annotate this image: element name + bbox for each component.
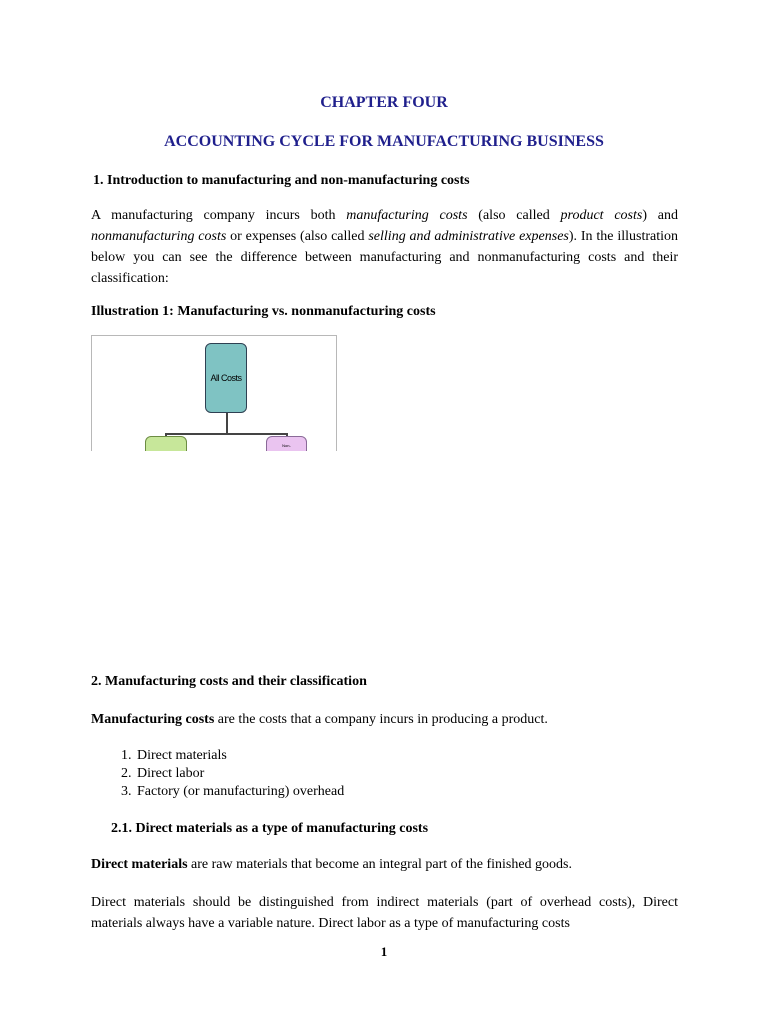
- manufacturing-costs-list: [91, 747, 344, 801]
- list-item: 1. Direct materials: [135, 747, 344, 765]
- manufacturing-costs-definition: Manufacturing costs are the costs that a company incurs in producing a product.: [91, 712, 548, 727]
- main-title: ACCOUNTING CYCLE FOR MANUFACTURING BUSINESS: [164, 133, 604, 150]
- connector-vertical: [226, 413, 228, 433]
- section-2-heading: 2. Manufacturing costs and their classification: [91, 674, 367, 689]
- list-item: 3. Factory (or manufacturing) overhead: [135, 783, 344, 801]
- cost-diagram: [91, 335, 337, 451]
- nonmanufacturing-costs-node: Non-: [266, 436, 307, 451]
- section-2-1-heading: 2.1. Direct materials as a type of manufacturing costs: [111, 821, 429, 836]
- intro-paragraph: A manufacturing company incurs both manufacturing costs (also called product costs) and nonmanufacturing costs or expenses (also called selling and administrative expenses). In the illustration below you can see the difference between manufacturing and nonmanufacturing costs and their classification:: [91, 208, 679, 286]
- illustration-caption: Illustration 1: Manufacturing vs. nonmanufacturing costs: [91, 304, 436, 319]
- direct-materials-paragraph: Direct materials should be distinguished from indirect materials (part of overhead costs), Direct materials always have a variable nature. Direct labor as a type of manufacturing costs: [91, 895, 678, 931]
- manufacturing-costs-node: [145, 436, 187, 451]
- section-1-heading: 1. Introduction to manufacturing and non-manufacturing costs: [93, 173, 470, 188]
- list-item: 2. Direct labor: [135, 765, 344, 783]
- page-number: 1: [380, 944, 388, 959]
- chapter-title: CHAPTER FOUR: [320, 94, 448, 111]
- connector-horizontal: [165, 433, 287, 435]
- direct-materials-definition: Direct materials are raw materials that become an integral part of the finished goods.: [91, 857, 572, 872]
- all-costs-node: All Costs: [205, 343, 247, 413]
